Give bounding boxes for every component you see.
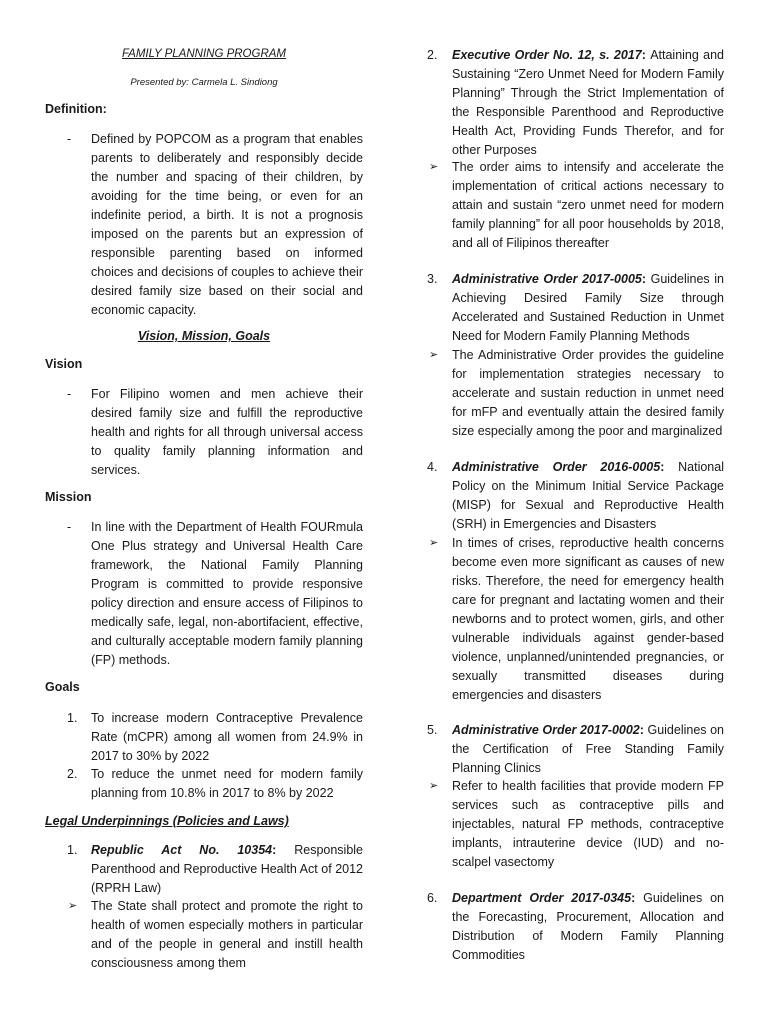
law-title: Attaining and Sustaining “Zero Unmet Need for Modern Family Planning” Through the Strict Implementation of the Responsible Parenthood and Reproductive Health Act, Providing Funds Therefor, and for other Purposes — [452, 48, 724, 157]
legal-item-title: Administrative Order 2017-0005: Guidelines in Achieving Desired Family Size through Accelerated and Sustained Reduction in Unmet Need for Modern Family Planning Methods — [452, 272, 724, 343]
law-title: Guidelines in Achieving Desired Family Size through Accelerated and Sustained Reduction in Unmet Need for Modern Family Planning Methods — [452, 272, 724, 343]
law-title: National Policy on the Minimum Initial Service Package (MISP) for Sexual and Reproductive Health (SRH) in Emergencies and Disasters — [452, 460, 724, 531]
mission-heading: Mission — [45, 490, 92, 504]
legal-item-number: 5. — [427, 723, 438, 737]
goal-item: To increase modern Contraceptive Prevalence Rate (mCPR) among all women from 24.9% in 2017 to 30% by 2022 — [91, 711, 363, 763]
definition-text: Defined by POPCOM as a program that enables parents to deliberately and responsibly decide the number and spacing of their children, by avoiding for the time being, or even for an indefinite period, a birth. It is not a prognosis imposed on the parents but an expression of responsible parenting based on informed choices and decisions of couples to achieve their desired family size based on their social and economic capacity. — [91, 132, 363, 317]
legal-item-number: 6. — [427, 891, 438, 905]
goal-number: 1. — [67, 711, 78, 725]
law-name: Department Order 2017-0345 — [452, 891, 632, 905]
legal-item-note: In times of crises, reproductive health concerns become even more significant as causes of new risks. Therefore, the need for emergency health care for pregnant and lactating women and their newborns and to protect women, girls, and other vulnerable individuals against gender-based violence, unplanned/unintended pregnancies, or sexually transmitted diseases during emergencies and disasters — [452, 536, 724, 702]
legal-item-note: Refer to health facilities that provide modern FP services such as contraceptive pills and injectables, natural FP methods, contraceptive implants, intrauterine device (IUD) and no-scalpel vasectomy — [452, 779, 724, 869]
legal-heading: Legal Underpinnings (Policies and Laws) — [45, 814, 289, 828]
legal-item-note: The Administrative Order provides the guideline for implementation strategies necessary to accelerate and sustain reduction in unmet need for mFP and eventually attain the desired family size especially among the poor and marginalized — [452, 348, 724, 438]
legal-item-title: Administrative Order 2017-0002: Guidelines on the Certification of Free Standing Family Planning Clinics — [452, 723, 724, 775]
legal-item-title: Republic Act No. 10354: Responsible Parenthood and Reproductive Health Act of 2012 (RPRH Law) — [91, 843, 364, 895]
goal-item: To reduce the unmet need for modern family planning from 10.8% in 2017 to 8% by 2022 — [91, 767, 363, 800]
document-title: FAMILY PLANNING PROGRAM — [121, 48, 287, 60]
arrow-bullet-icon: ➢ — [429, 537, 439, 549]
law-name: Administrative Order 2017-0002 — [452, 723, 640, 737]
definition-heading: Definition: — [45, 102, 107, 116]
law-name: Administrative Order 2016-0005 — [452, 460, 661, 474]
legal-item-number: 1. — [67, 843, 78, 857]
vmg-heading: Vision, Mission, Goals — [137, 329, 271, 343]
arrow-bullet-icon: ➢ — [429, 161, 439, 173]
legal-item-note: The State shall protect and promote the right to health of women especially mothers in particular and of the people in general and instill health consciousness among them — [91, 899, 363, 970]
dash-bullet: - — [67, 520, 72, 534]
legal-item-title: Executive Order No. 12, s. 2017: Attaining and Sustaining “Zero Unmet Need for Modern Family Planning” Through the Strict Implementation of the Responsible Parenthood and Reproductive Health Act, Providing Funds Therefor, and for other Purposes — [452, 48, 724, 157]
law-title: Guidelines on the Forecasting, Procurement, Allocation and Distribution of Modern Family Planning Commodities — [452, 891, 724, 962]
presenter-line: Presented by: Carmela L. Sindiong — [130, 77, 278, 88]
goals-heading: Goals — [45, 680, 80, 694]
legal-item-title: Department Order 2017-0345: Guidelines on the Forecasting, Procurement, Allocation and Distribution of Modern Family Planning Commodities — [452, 891, 724, 962]
law-name: Executive Order No. 12, s. 2017 — [452, 48, 642, 62]
dash-bullet: - — [67, 132, 72, 146]
vision-text: For Filipino women and men achieve their desired family size and fulfill the reproductive health and rights for all through universal access to quality family planning information and services. — [91, 387, 363, 477]
law-name: Administrative Order 2017-0005 — [452, 272, 642, 286]
law-title: Responsible Parenthood and Reproductive Health Act of 2012 (RPRH Law) — [91, 843, 364, 895]
arrow-bullet-icon: ➢ — [429, 780, 439, 792]
legal-item-note: The order aims to intensify and accelerate the implementation of critical actions necessary to attain and sustain “zero unmet need for modern family planning” for all poor households by 2018, and all of Filipinos thereafter — [452, 160, 724, 250]
legal-item-number: 4. — [427, 460, 438, 474]
legal-item-number: 2. — [427, 48, 438, 62]
legal-item-title: Administrative Order 2016-0005: National Policy on the Minimum Initial Service Package (MISP) for Sexual and Reproductive Health (SRH) in Emergencies and Disasters — [452, 460, 724, 531]
mission-text: In line with the Department of Health FOURmula One Plus strategy and Universal Health Care framework, the National Family Planning Program is committed to provide responsive policy direction and ensure access of Filipinos to medically safe, legal, non-abortifacient, effective, and culturally acceptable modern family planning (FP) methods. — [91, 520, 363, 667]
arrow-bullet-icon: ➢ — [429, 349, 439, 361]
law-title: Guidelines on the Certification of Free Standing Family Planning Clinics — [452, 723, 724, 775]
dash-bullet: - — [67, 387, 72, 401]
law-name: Republic Act No. 10354 — [91, 843, 273, 857]
goal-number: 2. — [67, 767, 78, 781]
legal-item-number: 3. — [427, 272, 438, 286]
vision-heading: Vision — [45, 357, 83, 371]
arrow-bullet-icon: ➢ — [68, 900, 78, 912]
